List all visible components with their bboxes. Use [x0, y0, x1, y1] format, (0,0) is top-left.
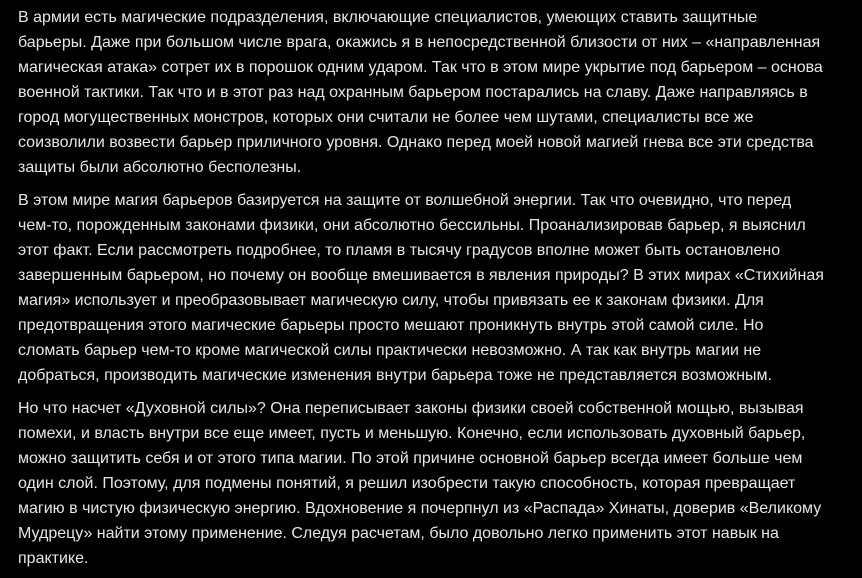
- text-line: магия» использует и преобразовывает магическую силу, чтобы привязать ее к законам физики. Для: [18, 292, 764, 309]
- text-line: защиты были абсолютно бесполезны.: [18, 159, 302, 176]
- text-line: добраться, производить магические изменения внутри барьера тоже не представляется возможным.: [18, 367, 772, 384]
- text-line: чем-то, порожденным законами физики, они абсолютно бессильны. Проанализировав барьер, я выяснил: [18, 217, 806, 234]
- text-line: В армии есть магические подразделения, включающие специалистов, умеющих ставить защитные: [18, 9, 758, 26]
- text-line: барьеры. Даже при большом числе врага, окажись я в непосредственной близости от них – «направленная: [18, 34, 821, 51]
- text-line: военной тактики. Так что и в этот раз над охранным барьером постарались на славу. Даже направляясь в: [18, 84, 808, 101]
- text-line: В этом мире магия барьеров базируется на защите от волшебной энергии. Так что очевидно, что перед: [18, 192, 792, 209]
- text-line: можно защитить себя и от этого типа магии. По этой причине основной барьер всегда имеет больше чем: [18, 450, 803, 467]
- paragraph-2: [18, 188, 844, 388]
- text-line: практике.: [18, 550, 89, 567]
- text-line: магическая атака» сотрет их в порошок одним ударом. Так что в этом мире укрытие под барьером – основа: [18, 59, 823, 76]
- text-line: завершенным барьером, но почему он вообще вмешивается в явления природы? В этих мирах «Стихийная: [18, 267, 824, 284]
- text-line: сломать барьер чем-то кроме магической силы практически невозможно. А так как внутрь магии не: [18, 342, 762, 359]
- paragraph-3: [18, 396, 844, 571]
- text-line: этот факт. Если рассмотреть подробнее, то пламя в тысячу градусов вполне может быть остановлено: [18, 242, 781, 259]
- text-line: помехи, и власть внутри все еще имеет, пусть и меньшую. Конечно, если использовать духовный барьер,: [18, 425, 806, 442]
- text-line: Мудрецу» найти этому применение. Следуя расчетам, было довольно легко применить этот навык на: [18, 525, 779, 542]
- text-line: соизволили возвести барьер приличного уровня. Однако перед моей новой магией гнева все эти средства: [18, 134, 814, 151]
- paragraph-1: [18, 5, 844, 180]
- text-line: Но что насчет «Духовной силы»? Она переписывает законы физики своей собственной мощью, вызывая: [18, 400, 804, 417]
- text-line: город могущественных монстров, которых они считали не более чем шутами, специалисты все же: [18, 109, 754, 126]
- text-line: предотвращения этого магические барьеры просто мешают проникнуть внутрь этой самой силе. Но: [18, 317, 764, 334]
- text-line: один слой. Поэтому, для подмены понятий, я решил изобрести такую способность, которая превращает: [18, 475, 796, 492]
- text-line: магию в чистую физическую энергию. Вдохновение я почерпнул из «Распада» Хинаты, доверив «Великому: [18, 500, 822, 517]
